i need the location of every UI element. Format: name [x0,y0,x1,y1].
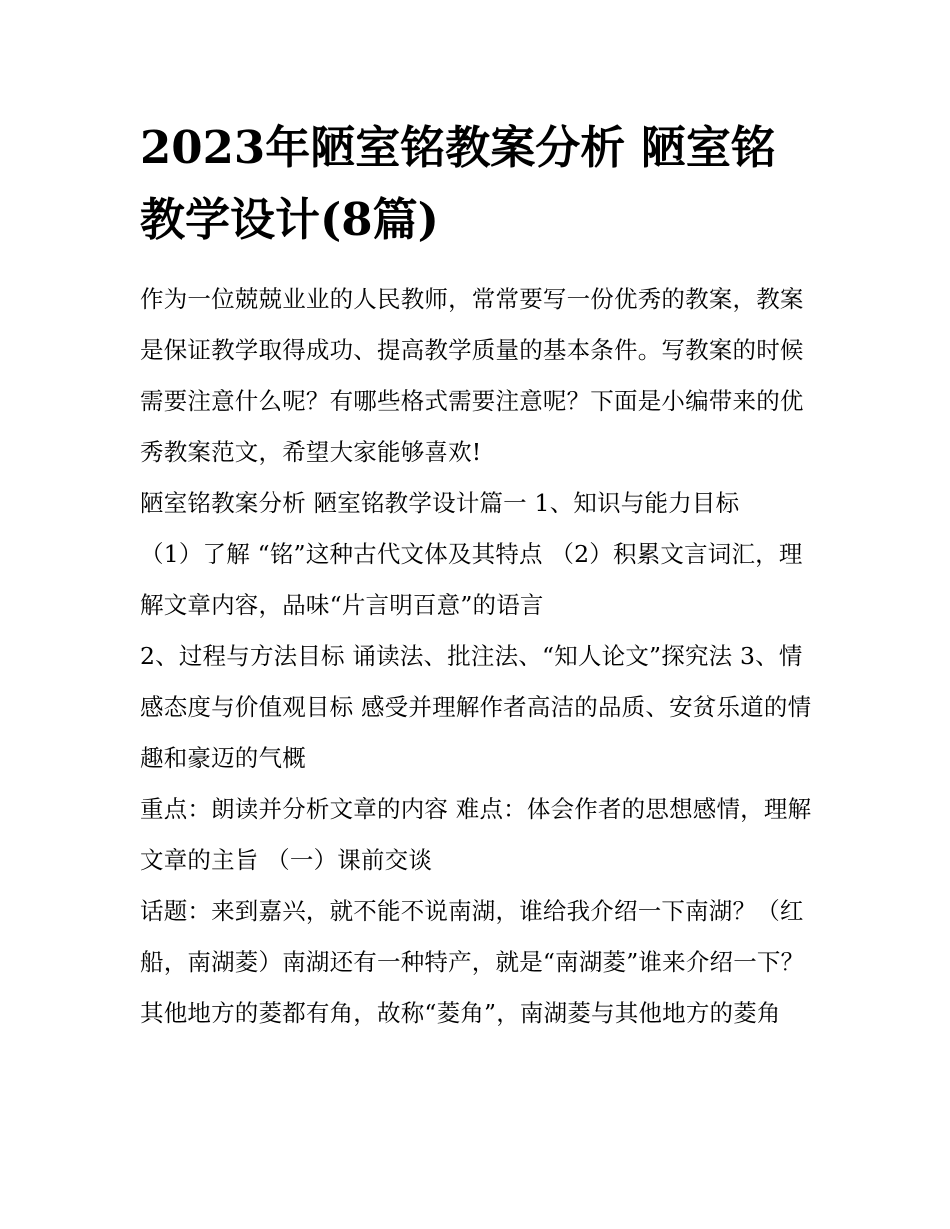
paragraph-topic: 话题：来到嘉兴，就不能不说南湖，谁给我介绍一下南湖？（红船，南湖菱）南湖还有一种特产，就是“南湖菱”谁来介绍一下？ [140,897,805,976]
document-body [140,274,820,1039]
paragraph-water-chestnut: 其他地方的菱都有角，故称“菱角”，南湖菱与其他地方的菱角 [140,999,781,1027]
paragraph-key-points: 重点：朗读并分析文章的内容 难点：体会作者的思想感情，理解文章的主旨 （一）课前交谈 [140,795,812,874]
document-title: 2023年陋室铭教案分析 陋室铭教学设计(8篇) [140,121,776,246]
document-content [140,112,820,1039]
paragraph-intro: 作为一位兢兢业业的人民教师，常常要写一份优秀的教案，教案是保证教学取得成功、提高教学质量的基本条件。写教案的时候需要注意什么呢？有哪些格式需要注意呢？下面是小编带来的优秀教案范文，希望大家能够喜欢! [140,285,804,466]
paragraph-section-one-heading: 陋室铭教案分析 陋室铭教学设计篇一 1、知识与能力目标 [140,489,740,517]
paragraph-process-goals: 2、过程与方法目标 诵读法、批注法、“知人论文”探究法 3、情感态度与价值观目标 感受并理解作者高洁的品质、安贫乐道的情趣和豪迈的气概 [140,642,812,772]
paragraph-knowledge-goals: （1）了解 “铭”这种古代文体及其特点 （2）积累文言词汇，理解文章内容，品味“片言明百意”的语言 [140,540,803,619]
